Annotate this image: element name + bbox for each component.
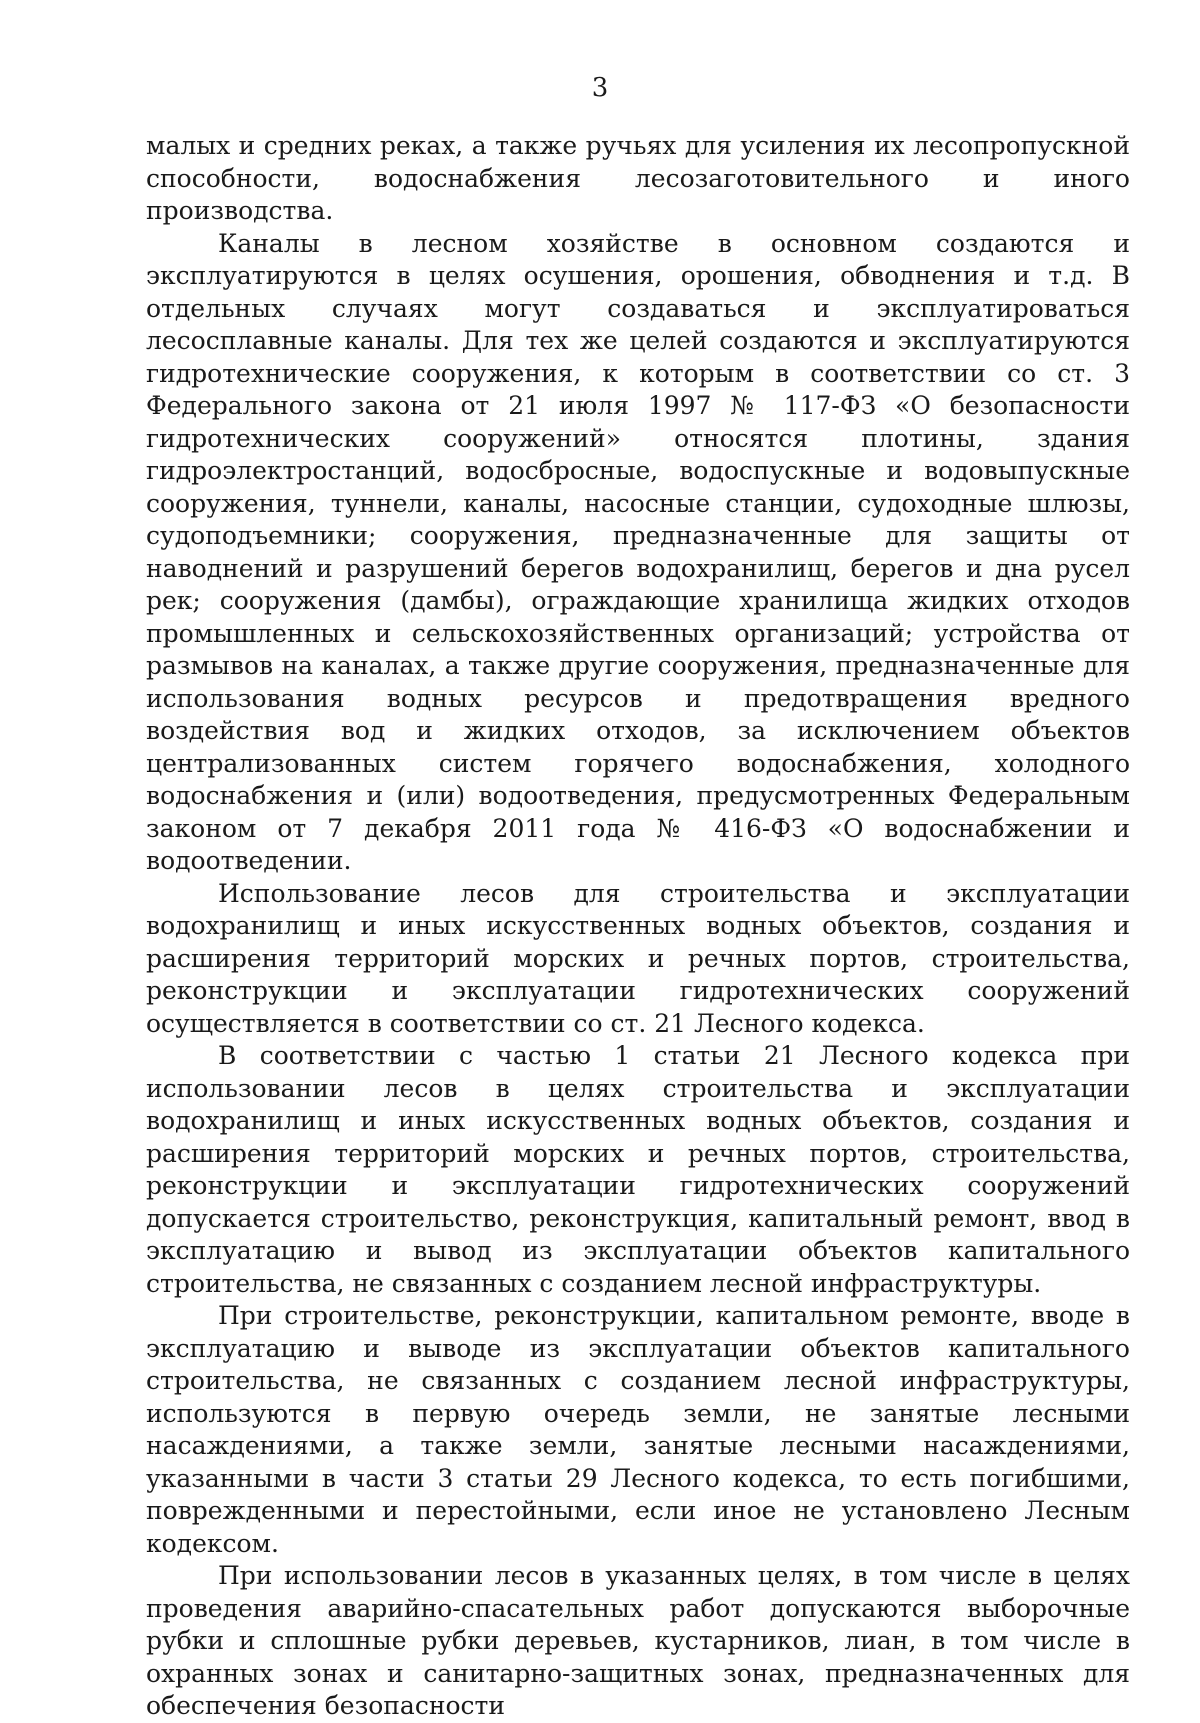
paragraph-3: Использование лесов для строительства и эксплуатации водохранилищ и иных искусственных водных объектов, создания и расширения территорий морских и речных портов, строительства, реконструкции и эксплуатации гидротехнических сооружений осуществляется в соответствии со ст. 21 Лесного кодекса. [146,878,1130,1038]
paragraph-6: При использовании лесов в указанных целях, в том числе в целях проведения аварийно-спасательных работ допускаются выборочные рубки и сплошные рубки деревьев, кустарников, лиан, в том числе в охранных зонах и санитарно-защитных зонах, предназначенных для обеспечения безопасности [146,1561,1130,1720]
page-number: 3 [591,73,609,103]
paragraph-4: В соответствии с частью 1 статьи 21 Лесного кодекса при использовании лесов в целях строительства и эксплуатации водохранилищ и иных искусственных водных объектов, создания и расширения территорий морских и речных портов, строительства, реконструкции и эксплуатации гидротехнических сооружений допускается строительство, реконструкция, капитальный ремонт, ввод в эксплуатацию и вывод из эксплуатации объектов капитального строительства, не связанных с созданием лесной инфраструктуры. [146,1041,1130,1298]
document-body [146,130,1130,1723]
paragraph-1: малых и средних реках, а также ручьях для усиления их лесопропускной способности, водоснабжения лесозаготовительного и иного производства. [146,131,1130,225]
paragraph-5: При строительстве, реконструкции, капитальном ремонте, вводе в эксплуатацию и выводе из эксплуатации объектов капитального строительства, не связанных с созданием лесной инфраструктуры, используются в первую очередь земли, не занятые лесными насаждениями, а также земли, занятые лесными насаждениями, указанными в части 3 статьи 29 Лесного кодекса, то есть погибшими, поврежденными и перестойными, если иное не установлено Лесным кодексом. [146,1301,1130,1558]
paragraph-2: Каналы в лесном хозяйстве в основном создаются и эксплуатируются в целях осушения, орошения, обводнения и т.д. В отдельных случаях могут создаваться и эксплуатироваться лесосплавные каналы. Для тех же целей создаются и эксплуатируются гидротехнические сооружения, к которым в соответствии со ст. 3 Федерального закона от 21 июля 1997 № 117-ФЗ «О безопасности гидротехнических сооружений» относятся плотины, здания гидроэлектростанций, водосбросные, водоспускные и водовыпускные сооружения, туннели, каналы, насосные станции, судоходные шлюзы, судоподъемники; сооружения, предназначенные для защиты от наводнений и разрушений берегов водохранилищ, берегов и дна русел рек; сооружения (дамбы), ограждающие хранилища жидких отходов промышленных и сельскохозяйственных организаций; устройства от размывов на каналах, а также другие сооружения, предназначенные для использования водных ресурсов и предотвращения вредного воздействия вод и жидких отходов, за исключением объектов централизованных систем горячего водоснабжения, холодного водоснабжения и (или) водоотведения, предусмотренных Федеральным законом от 7 декабря 2011 года № 416-ФЗ «О водоснабжении и водоотведении. [146,228,1130,875]
